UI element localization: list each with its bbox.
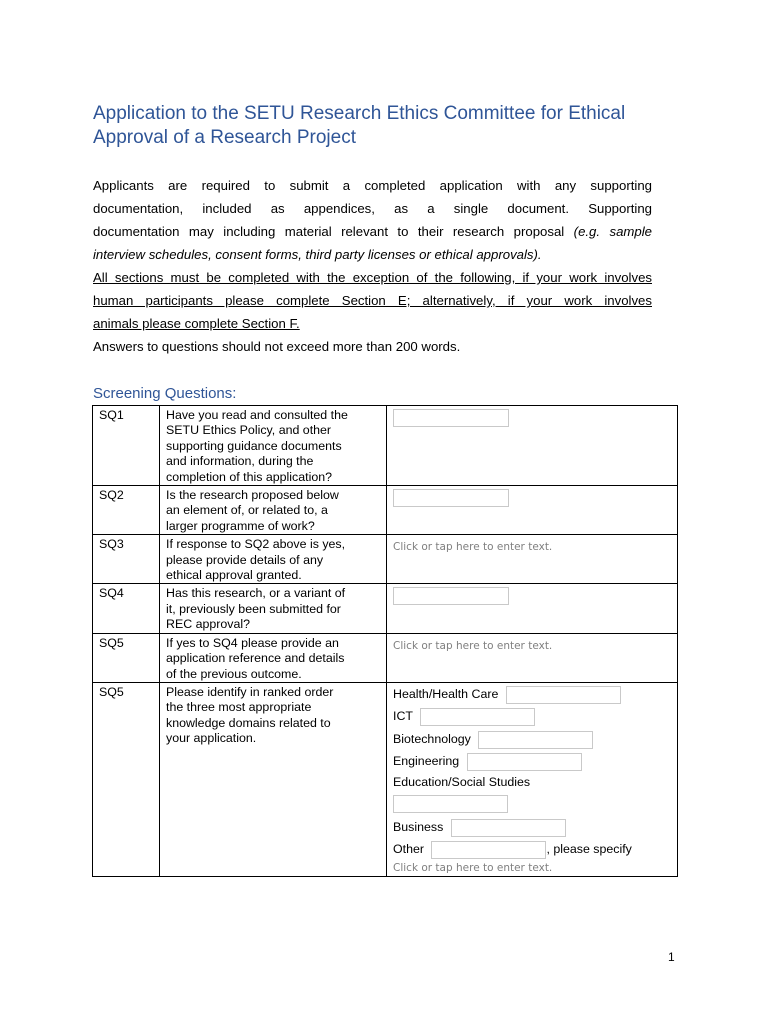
health-rank-box[interactable]: [506, 686, 621, 704]
question-line: completion of this application?: [166, 469, 332, 484]
sq1-answer-box[interactable]: [393, 409, 509, 427]
answer-cell: [387, 633, 678, 682]
question-id: SQ5: [93, 682, 160, 876]
intro-line-italic: (e.g. sample: [573, 224, 652, 239]
question-line: Has this research, or a variant of: [166, 586, 346, 601]
question-line: and information, during the: [166, 454, 314, 469]
knowledge-domains-cell: [387, 682, 678, 876]
domain-education: [393, 773, 671, 792]
question-line: your application.: [166, 731, 257, 746]
education-rank-box[interactable]: [393, 795, 508, 813]
title-line-1: Application to the SETU Research Ethics Committee for Ethical: [93, 103, 626, 124]
answer-cell: [387, 584, 678, 633]
answer-cell: [387, 406, 678, 486]
question-text: [160, 535, 387, 584]
sections-note-line: human participants please complete Section E; alternatively, if your work involves: [93, 293, 652, 308]
question-text: [160, 486, 387, 535]
intro-line: documentation, included as appendices, as a single document. Supporting: [93, 201, 652, 216]
question-line: REC approval?: [166, 617, 251, 632]
question-text: [160, 406, 387, 486]
question-line: larger programme of work?: [166, 518, 315, 533]
biotechnology-rank-box[interactable]: [478, 731, 593, 749]
sections-note-line: animals please complete Section F.: [93, 316, 300, 331]
question-id: SQ3: [93, 535, 160, 584]
question-line: application reference and details: [166, 651, 345, 666]
domain-engineering: [393, 750, 671, 773]
screening-questions-table: [92, 405, 678, 877]
domain-health: [393, 683, 671, 706]
question-id: SQ4: [93, 584, 160, 633]
sq4-answer-box[interactable]: [393, 587, 509, 605]
domain-business: [393, 816, 671, 839]
question-line: please provide details of any: [166, 552, 324, 567]
table-row: [93, 633, 678, 682]
domain-label: Business: [393, 819, 444, 834]
ict-rank-box[interactable]: [420, 708, 535, 726]
domain-education-box-row: [393, 792, 671, 816]
table-row: [93, 584, 678, 633]
table-row: [93, 682, 678, 876]
document-title: [93, 102, 693, 150]
question-line: SETU Ethics Policy, and other: [166, 423, 332, 438]
question-line: Please identify in ranked order: [166, 684, 334, 699]
intro-line-text: documentation may including material relevant to their research proposal: [93, 224, 565, 239]
table-row: [93, 486, 678, 535]
question-line: supporting guidance documents: [166, 438, 342, 453]
question-id: SQ2: [93, 486, 160, 535]
table-row: [93, 406, 678, 486]
domain-label: Biotechnology: [393, 731, 471, 746]
answer-cell: [387, 535, 678, 584]
title-line-2: Approval of a Research Project: [93, 127, 356, 148]
question-line: an element of, or related to, a: [166, 503, 328, 518]
question-line: ethical approval granted.: [166, 568, 302, 583]
question-line: of the previous outcome.: [166, 666, 302, 681]
intro-line: Applicants are required to submit a completed application with any supporting: [93, 178, 652, 193]
domain-label: Engineering: [393, 754, 460, 769]
question-line: If yes to SQ4 please provide an: [166, 635, 339, 650]
question-text: [160, 584, 387, 633]
question-id: SQ1: [93, 406, 160, 486]
intro-line: interview schedules, consent forms, third party licenses or ethical approvals).: [93, 247, 542, 262]
sq2-answer-box[interactable]: [393, 489, 509, 507]
question-line: If response to SQ2 above is yes,: [166, 537, 346, 552]
question-id: SQ5: [93, 633, 160, 682]
domain-label: ICT: [393, 709, 413, 724]
question-line: it, previously been submitted for: [166, 601, 341, 616]
question-line: Have you read and consulted the: [166, 408, 348, 422]
sq5-answer-field[interactable]: Click or tap here to enter text.: [393, 639, 553, 652]
other-specify-label: , please specify: [546, 842, 632, 857]
domain-other: [393, 838, 671, 861]
domain-label: Health/Health Care: [393, 686, 499, 701]
page-number: 1: [668, 950, 675, 964]
other-specify-field[interactable]: Click or tap here to enter text.: [393, 861, 553, 874]
sq3-answer-field[interactable]: Click or tap here to enter text.: [393, 541, 553, 554]
domain-label: Education/Social Studies: [393, 774, 531, 789]
question-text: [160, 682, 387, 876]
screening-questions-heading: Screening Questions:: [93, 385, 237, 402]
engineering-rank-box[interactable]: [467, 753, 582, 771]
question-text: [160, 633, 387, 682]
domain-label: Other: [393, 842, 424, 857]
domain-ict: [393, 705, 671, 728]
other-rank-box[interactable]: [431, 841, 546, 859]
intro-text: [93, 174, 652, 358]
question-line: the three most appropriate: [166, 700, 312, 715]
question-line: Is the research proposed below: [166, 488, 339, 503]
domain-biotechnology: [393, 728, 671, 751]
question-line: knowledge domains related to: [166, 715, 331, 730]
answer-cell: [387, 486, 678, 535]
intro-line: [93, 220, 652, 243]
table-row: [93, 535, 678, 584]
sections-note-line: All sections must be completed with the exception of the following, if your work involves: [93, 270, 652, 285]
business-rank-box[interactable]: [451, 819, 566, 837]
word-limit-note: Answers to questions should not exceed more than 200 words.: [93, 339, 461, 354]
